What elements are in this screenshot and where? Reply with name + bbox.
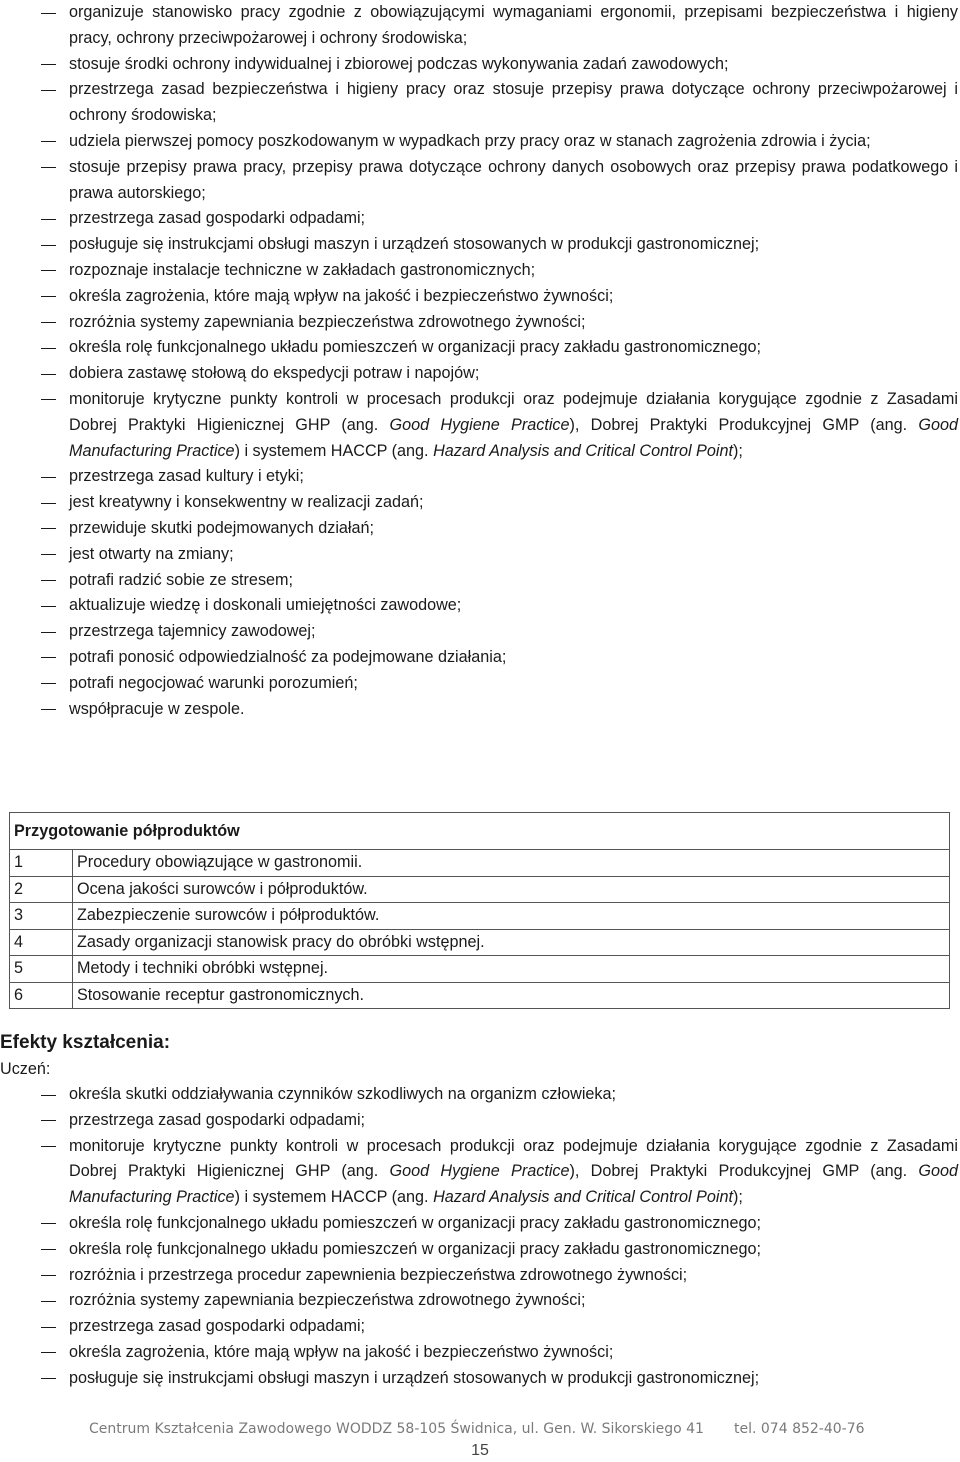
table-row	[10, 929, 950, 956]
row-number: 6	[10, 982, 73, 1009]
list-item: aktualizuje wiedzę i doskonali umiejętności zawodowe;	[0, 593, 960, 619]
list-item: potrafi radzić sobie ze stresem;	[0, 568, 960, 594]
list-item: określa zagrożenia, które mają wpływ na jakość i bezpieczeństwo żywności;	[0, 1340, 960, 1366]
list-item: udziela pierwszej pomocy poszkodowanym w wypadkach przy pracy oraz w stanach zagrożenia zdrowia i życia;	[0, 129, 960, 155]
footer-phone: tel. 074 852-40-76	[734, 1421, 865, 1437]
table-row	[10, 903, 950, 930]
row-topic: Ocena jakości surowców i półproduktów.	[73, 876, 950, 903]
row-number: 1	[10, 850, 73, 877]
list-item: stosuje przepisy prawa pracy, przepisy prawa dotyczące ochrony danych osobowych oraz przepisy prawa podatkowego i prawa autorskiego;	[0, 155, 960, 207]
table-row	[10, 982, 950, 1009]
list-item: przewiduje skutki podejmowanych działań;	[0, 516, 960, 542]
row-number: 3	[10, 903, 73, 930]
text-segment: ), Dobrej Praktyki Produkcyjnej GMP (ang.	[569, 1162, 919, 1181]
list-item: rozróżnia systemy zapewniania bezpieczeństwa zdrowotnego żywności;	[0, 1288, 960, 1314]
list-item	[0, 387, 960, 464]
italic-term: Hazard Analysis and Critical Control Point	[433, 1188, 733, 1207]
list-item: rozróżnia systemy zapewniania bezpieczeństwa zdrowotnego żywności;	[0, 310, 960, 336]
table-row	[10, 850, 950, 877]
list-item: określa skutki oddziaływania czynników szkodliwych na organizm człowieka;	[0, 1082, 960, 1108]
italic-term: Good Hygiene Practice	[389, 1162, 570, 1181]
row-topic: Stosowanie receptur gastronomicznych.	[73, 982, 950, 1009]
list-item: jest otwarty na zmiany;	[0, 542, 960, 568]
list-item: przestrzega zasad gospodarki odpadami;	[0, 1314, 960, 1340]
text-segment: ) i systemem HACCP (ang.	[234, 1188, 434, 1207]
footer-address: Centrum Kształcenia Zawodowego WODDZ 58-105 Świdnica, ul. Gen. W. Sikorskiego 41	[89, 1421, 704, 1437]
list-item: jest kreatywny i konsekwentny w realizacji zadań;	[0, 490, 960, 516]
learner-label: Uczeń:	[0, 1060, 51, 1078]
list-item: określa rolę funkcjonalnego układu pomieszczeń w organizacji pracy zakładu gastronomicznego;	[0, 1237, 960, 1263]
row-topic: Zasady organizacji stanowisk pracy do obróbki wstępnej.	[73, 929, 950, 956]
list-item: określa rolę funkcjonalnego układu pomieszczeń w organizacji pracy zakładu gastronomicznego;	[0, 1211, 960, 1237]
text-segment: );	[732, 1188, 743, 1207]
row-topic: Metody i techniki obróbki wstępnej.	[73, 956, 950, 983]
competency-list	[0, 0, 960, 722]
list-item: współpracuje w zespole.	[0, 697, 960, 723]
text-segment: monitoruje krytyczne punkty kontroli w procesach produkcji oraz podejmuje działania korygujące zgodnie z Zasadami Dobrej Praktyki Higienicznej GHP (ang.	[69, 1136, 958, 1181]
row-number: 5	[10, 956, 73, 983]
list-item: potrafi negocjować warunki porozumień;	[0, 671, 960, 697]
italic-term: Good Manufacturing Practice	[69, 1162, 959, 1207]
text-segment: );	[732, 441, 743, 460]
row-topic: Procedury obowiązujące w gastronomii.	[73, 850, 950, 877]
list-item: przestrzega tajemnicy zawodowej;	[0, 619, 960, 645]
table-row	[10, 956, 950, 983]
text-segment: ), Dobrej Praktyki Produkcyjnej GMP (ang.	[569, 415, 919, 434]
italic-term: Good Manufacturing Practice	[69, 415, 959, 460]
list-item: rozpoznaje instalacje techniczne w zakładach gastronomicznych;	[0, 258, 960, 284]
list-item	[0, 1134, 960, 1211]
list-item: posługuje się instrukcjami obsługi maszyn i urządzeń stosowanych w produkcji gastronomicznej;	[0, 232, 960, 258]
list-item: przestrzega zasad bezpieczeństwa i higieny pracy oraz stosuje przepisy prawa dotyczące ochrony przeciwpożarowej i ochrony środowiska;	[0, 77, 960, 129]
learning-effects-list	[0, 1082, 960, 1392]
list-item: stosuje środki ochrony indywidualnej i zbiorowej podczas wykonywania zadań zawodowych;	[0, 52, 960, 78]
list-item: posługuje się instrukcjami obsługi maszyn i urządzeń stosowanych w produkcji gastronomicznej;	[0, 1366, 960, 1392]
list-item: dobiera zastawę stołową do ekspedycji potraw i napojów;	[0, 361, 960, 387]
list-item: organizuje stanowisko pracy zgodnie z obowiązującymi wymaganiami ergonomii, przepisami bezpieczeństwa i higieny pracy, ochrony przeciwpożarowej i ochrony środowiska;	[0, 0, 960, 52]
table-heading-row	[10, 813, 950, 850]
list-item: przestrzega zasad gospodarki odpadami;	[0, 206, 960, 232]
italic-term: Good Hygiene Practice	[389, 415, 570, 434]
table-row	[10, 876, 950, 903]
text-segment: ) i systemem HACCP (ang.	[234, 441, 434, 460]
list-item: określa zagrożenia, które mają wpływ na jakość i bezpieczeństwo żywności;	[0, 284, 960, 310]
text-segment: monitoruje krytyczne punkty kontroli w procesach produkcji oraz podejmuje działania korygujące zgodnie z Zasadami Dobrej Praktyki Higienicznej GHP (ang.	[69, 389, 958, 434]
row-topic: Zabezpieczenie surowców i półproduktów.	[73, 903, 950, 930]
list-item: przestrzega zasad gospodarki odpadami;	[0, 1108, 960, 1134]
list-item: potrafi ponosić odpowiedzialność za podejmowane działania;	[0, 645, 960, 671]
row-number: 2	[10, 876, 73, 903]
row-number: 4	[10, 929, 73, 956]
page-number: 15	[471, 1442, 489, 1459]
topics-table	[9, 812, 950, 1009]
section-title: Efekty kształcenia:	[0, 1032, 171, 1053]
italic-term: Hazard Analysis and Critical Control Point	[433, 441, 733, 460]
table-heading: Przygotowanie półproduktów	[10, 813, 950, 850]
list-item: określa rolę funkcjonalnego układu pomieszczeń w organizacji pracy zakładu gastronomicznego;	[0, 335, 960, 361]
list-item: rozróżnia i przestrzega procedur zapewnienia bezpieczeństwa zdrowotnego żywności;	[0, 1263, 960, 1289]
list-item: przestrzega zasad kultury i etyki;	[0, 464, 960, 490]
